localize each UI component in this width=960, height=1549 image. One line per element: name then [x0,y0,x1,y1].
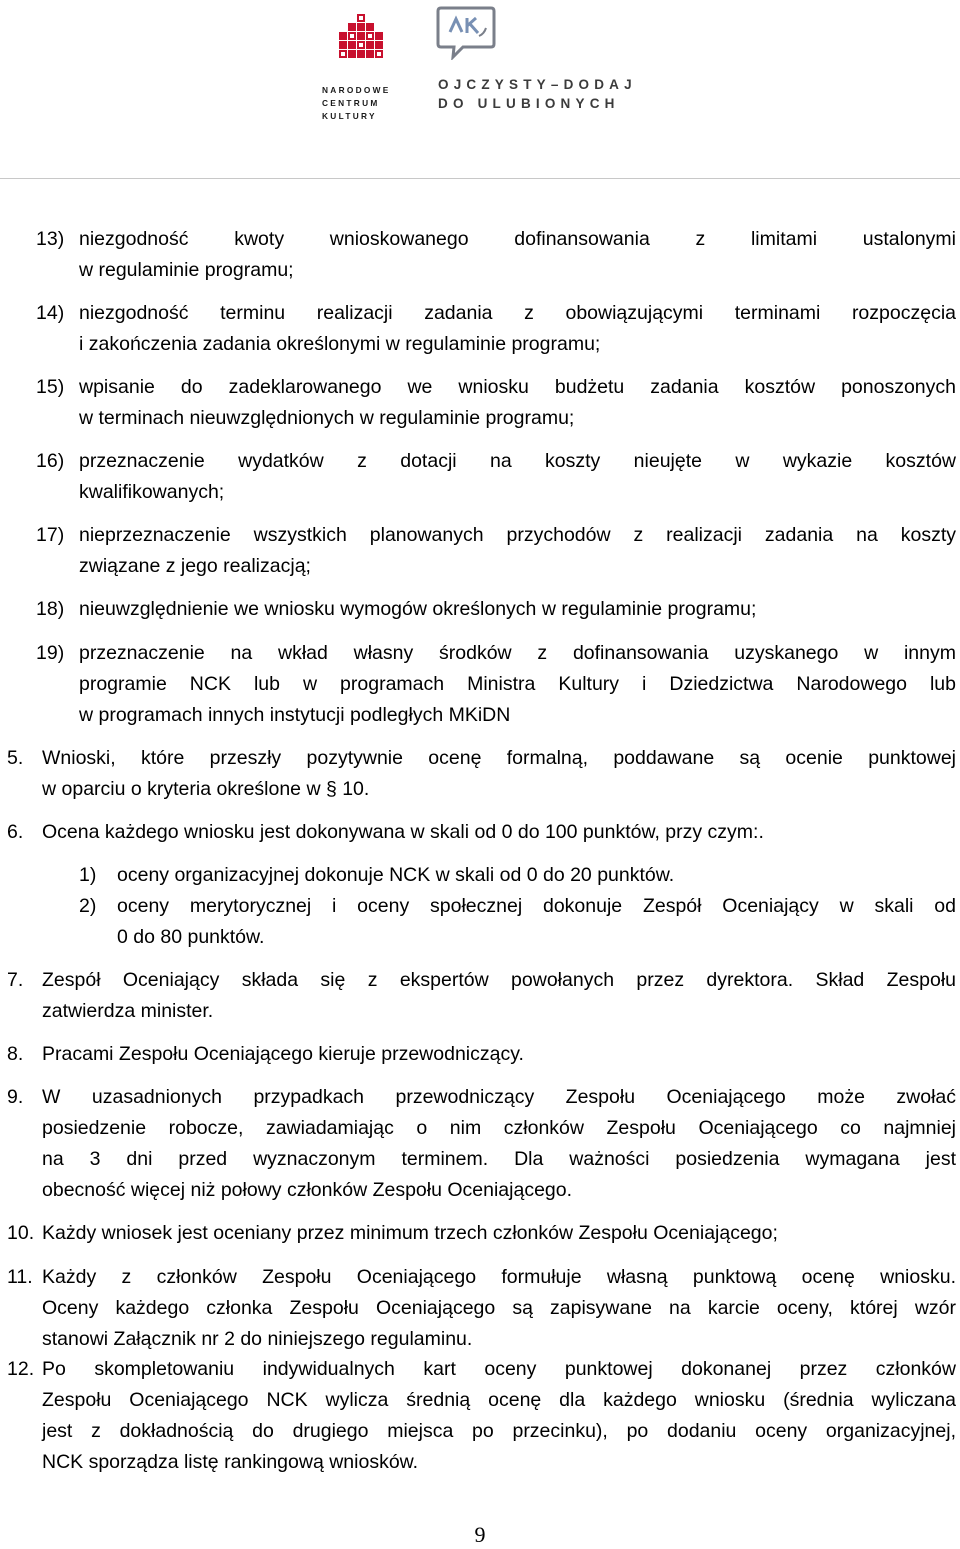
text-line: stanowi Załącznik nr 2 do niniejszego regulaminu. [42,1328,473,1350]
text-line: obecność więcej niż połowy członków Zespołu Oceniającego. [42,1179,573,1201]
text-line: Wnioski, które przeszły pozytywnie ocenę formalną, poddawane są ocenie punktowej [42,747,956,769]
text-line: Po skompletowaniu indywidualnych kart oceny punktowej dokonanej przez członków [42,1358,956,1380]
item-text [79,520,956,582]
text-line: oceny merytorycznej i oceny społecznej dokonuje Zespół Oceniający w skali od [117,895,956,917]
item-number: 1) [79,864,97,886]
item-text [42,817,956,848]
item-text [79,594,956,625]
item-number: 18) [36,598,65,620]
text-line: w terminach nieuwzględnionych w regulaminie programu; [79,407,575,429]
item-text [42,1218,956,1249]
item-number: 9. [7,1086,24,1108]
text-line: Każdy wniosek jest oceniany przez minimum trzech członków Zespołu Oceniającego; [42,1222,778,1244]
page-header [0,0,960,178]
item-number: 7. [7,969,24,991]
speech-bubble-icon [436,6,496,60]
item-number: 10. [7,1222,35,1244]
item-text [79,298,956,360]
text-line: Pracami Zespołu Oceniającego kieruje przewodniczący. [42,1043,524,1065]
text-line: programie NCK lub w programach Ministra Kultury i Dziedzictwa Narodowego lub [79,673,956,695]
text-line: 0 do 80 punktów. [117,926,265,948]
item-number: 2) [79,895,97,917]
text-line: wpisanie do zadeklarowanego we wniosku budżetu zadania kosztów ponoszonych [79,376,956,398]
item-text [42,1039,956,1070]
item-number: 5. [7,747,24,769]
text-line: w programach innych instytucji podległych MKiDN [79,704,511,726]
text-line: Zespół Oceniający składa się z ekspertów powołanych przez dyrektora. Skład Zespołu [42,969,956,991]
item-text [79,224,956,286]
nck-line-3: KULTURY [322,111,377,121]
item-number: 15) [36,376,65,398]
text-line: nieprzeznaczenie wszystkich planowanych przychodów z realizacji zadania na koszty [79,524,956,546]
text-line: przeznaczenie na wkład własny środków z dofinansowania uzyskanego w innym [79,642,956,664]
text-line: na 3 dni przed wyznaczonym terminem. Dla ważności posiedzenia wymagana jest [42,1148,956,1170]
nck-line-2: CENTRUM [322,98,380,108]
text-line: kwalifikowanych; [79,481,225,503]
text-line: nieuwzględnienie we wniosku wymogów określonych w regulaminie programu; [79,598,757,620]
text-line: oceny organizacyjnej dokonuje NCK w skali od 0 do 20 punktów. [117,864,675,886]
text-line: jest z dokładnością do drugiego miejsca po przecinku), po dodaniu oceny organizacyjnej, [42,1420,956,1442]
nck-logo-text [322,84,402,123]
text-line: przeznaczenie wydatków z dotacji na koszty nieujęte w wykazie kosztów [79,450,956,472]
item-text [42,1354,956,1478]
logo-line-2: DO ULUBIONYCH [438,96,620,111]
text-line: Zespołu Oceniającego NCK wylicza średnią ocenę dla każdego wniosku (średnia wyliczana [42,1389,956,1411]
nck-line-1: NARODOWE [322,85,391,95]
item-text [79,372,956,434]
text-line: W uzasadnionych przypadkach przewodniczący Zespołu Oceniającego może zwołać [42,1086,956,1108]
item-number: 12. [7,1358,35,1380]
text-line: Oceny każdego członka Zespołu Oceniającego są zapisywane na karcie oceny, której wzór [42,1297,956,1319]
item-text [117,891,956,953]
text-line: zatwierdza minister. [42,1000,214,1022]
logo-line-1: OJCZYSTY–DODAJ [438,77,637,92]
item-text [42,965,956,1027]
item-number: 13) [36,228,65,250]
text-line: Ocena każdego wniosku jest dokonywana w skali od 0 do 100 punktów, przy czym:. [42,821,764,843]
item-number: 19) [36,642,65,664]
item-text [42,743,956,805]
item-number: 17) [36,524,65,546]
text-line: Każdy z członków Zespołu Oceniającego formułuje własną punktową ocenę wniosku. [42,1266,956,1288]
item-text [117,860,956,891]
page-number: 9 [474,1522,486,1547]
item-number: 14) [36,302,65,324]
item-text [42,1262,956,1355]
item-text [79,638,956,731]
text-line: związane z jego realizacją; [79,555,311,577]
item-number: 8. [7,1043,24,1065]
text-line: niezgodność terminu realizacji zadania z obowiązującymi terminami rozpoczęcia [79,302,956,324]
text-line: w regulaminie programu; [79,259,294,281]
text-line: niezgodność kwoty wnioskowanego dofinansowania z limitami ustalonymi [79,228,956,250]
item-number: 11. [7,1266,33,1288]
header-divider [0,178,960,179]
text-line: i zakończenia zadania określonymi w regulaminie programu; [79,333,601,355]
text-line: w oparciu o kryteria określone w § 10. [42,778,370,800]
item-text [79,446,956,508]
item-number: 16) [36,450,65,472]
text-line: posiedzenie robocze, zawiadamiając o nim członków Zespołu Oceniającego co najmniej [42,1117,956,1139]
item-text [42,1082,956,1206]
text-line: NCK sporządza listę rankingową wniosków. [42,1451,419,1473]
item-number: 6. [7,821,24,843]
nck-logo-icon [338,14,384,64]
